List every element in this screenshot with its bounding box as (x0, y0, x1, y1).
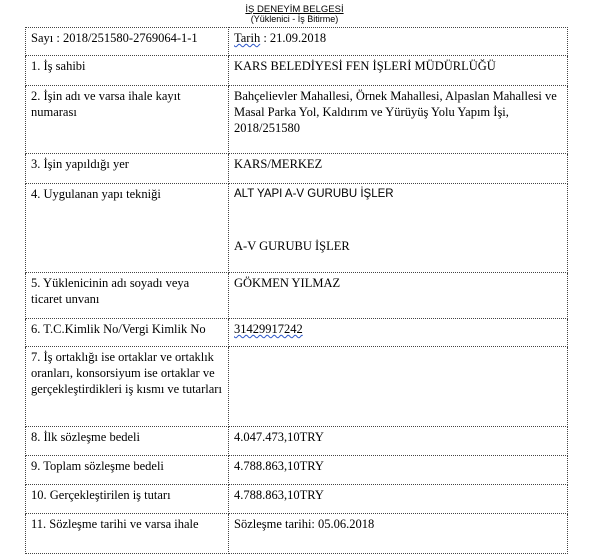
row-label: 1. İş sahibi (26, 56, 229, 86)
row-value (229, 319, 568, 347)
table-row (26, 86, 568, 154)
row-value: 4.047.473,10TRY (229, 427, 568, 456)
row-value: KARS BELEDİYESİ FEN İŞLERİ MÜDÜRLÜĞÜ (229, 56, 568, 86)
certificate-table (25, 27, 568, 554)
row-label: 6. T.C.Kimlik No/Vergi Kimlik No (26, 319, 229, 347)
technique-line-2: A-V GURUBU İŞLER (234, 239, 350, 253)
row-value (229, 184, 568, 273)
row-value: KARS/MERKEZ (229, 154, 568, 184)
table-row (26, 273, 568, 319)
table-row (26, 56, 568, 86)
document-title: İŞ DENEYİM BELGESİ (245, 4, 344, 15)
technique-line-1: ALT YAPI A-V GURUBU İŞLER (234, 188, 394, 200)
row-label: 3. İşin yapıldığı yer (26, 154, 229, 184)
row-label: 5. Yüklenicinin adı soyadı veya ticaret unvanı (26, 273, 229, 319)
row-value (229, 347, 568, 427)
table-row (26, 347, 568, 427)
table-row (26, 456, 568, 485)
table-row (26, 485, 568, 514)
table-row (26, 28, 568, 56)
row-label: 11. Sözleşme tarihi ve varsa ihale (26, 514, 229, 554)
tax-id-value: 31429917242 (234, 322, 303, 336)
date-label: Tarih (234, 31, 261, 45)
row-label: 10. Gerçekleştirilen iş tutarı (26, 485, 229, 514)
document-subtitle: (Yüklenici - İş Bitirme) (250, 14, 339, 24)
table-row (26, 184, 568, 273)
row-label: 8. İlk sözleşme bedeli (26, 427, 229, 456)
row-value: GÖKMEN YILMAZ (229, 273, 568, 319)
row-value: 4.788.863,10TRY (229, 456, 568, 485)
table-row (26, 514, 568, 554)
row-label: 7. İş ortaklığı ise ortaklar ve ortaklık oranları, konsorsiyum ise ortaklar ve gerçekleştirdikleri iş kısmı ve tutarları (26, 347, 229, 427)
document-number: Sayı : 2018/251580-2769064-1-1 (31, 31, 198, 45)
table-row (26, 154, 568, 184)
row-label: 2. İşin adı ve varsa ihale kayıt numarası (26, 86, 229, 154)
row-label: 9. Toplam sözleşme bedeli (26, 456, 229, 485)
date-cell (229, 28, 568, 56)
row-value: Sözleşme tarihi: 05.06.2018 (229, 514, 568, 554)
table-row (26, 319, 568, 347)
number-cell (26, 28, 229, 56)
row-value: 4.788.863,10TRY (229, 485, 568, 514)
date-value: : 21.09.2018 (260, 31, 327, 45)
table-row (26, 427, 568, 456)
row-value: Bahçelievler Mahallesi, Örnek Mahallesi, Alpaslan Mahallesi ve Masal Parka Yol, Kaldırım ve Yürüyüş Yolu Yapım İşi, 2018/251580 (229, 86, 568, 154)
row-label: 4. Uygulanan yapı tekniği (26, 184, 229, 273)
